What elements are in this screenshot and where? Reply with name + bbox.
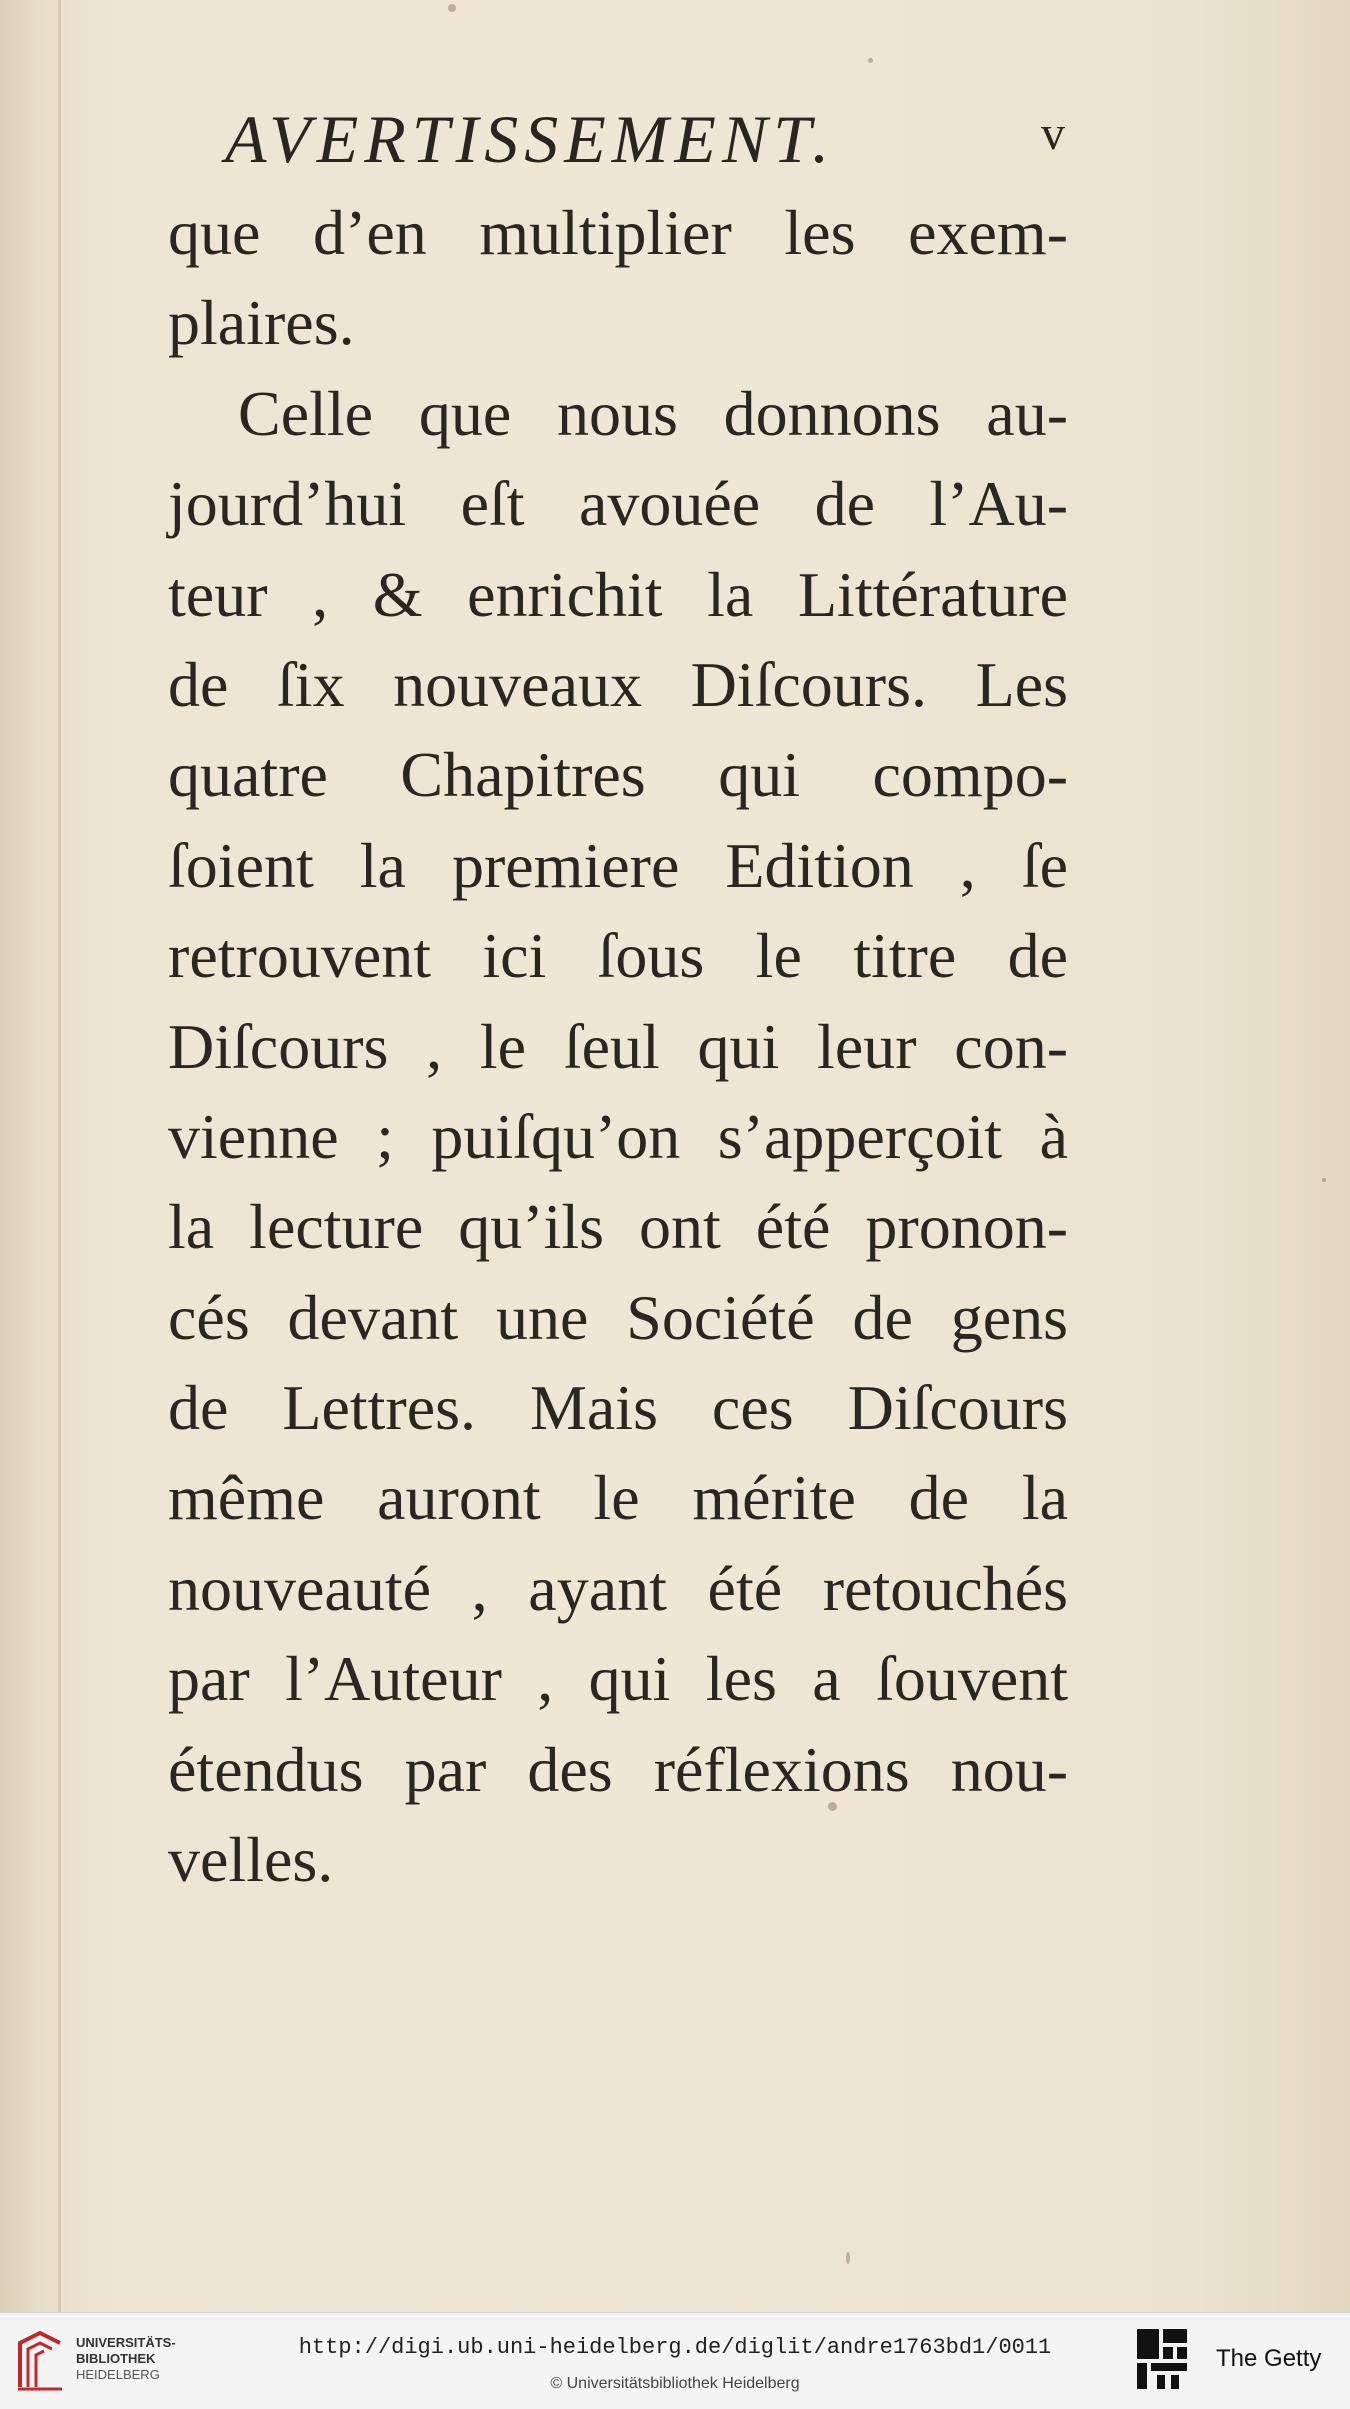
paper-speck — [868, 58, 873, 63]
text-line: Diſcours , le ſeul qui leur con- — [168, 1010, 1068, 1082]
text-line: de Lettres. Mais ces Diſcours — [168, 1372, 1068, 1444]
text-line: que d’en multiplier les exem- — [168, 197, 1068, 268]
getty-logo-icon — [1135, 2327, 1189, 2395]
folio: v — [1041, 107, 1065, 160]
text-line: plaires. — [168, 287, 355, 359]
page-header — [225, 100, 1065, 177]
text-line: étendus par des réflexions nou- — [168, 1733, 1068, 1805]
text-line: retrouvent ici ſous le titre de — [168, 920, 1068, 992]
body-text — [168, 188, 1068, 1905]
library-name-line: UNIVERSITÄTS- — [76, 2335, 176, 2350]
text-line: même auront le mérite de la — [168, 1462, 1068, 1534]
text-line: nouveauté , ayant été retouchés — [168, 1552, 1068, 1624]
text-line: ſoient la premiere Edition , ſe — [168, 829, 1068, 901]
text-line: de ſix nouveaux Diſcours. Les — [168, 648, 1068, 720]
getty-name: The Getty — [1216, 2345, 1322, 2372]
text-line: jourd’hui eſt avouée de l’Au- — [168, 468, 1068, 540]
text-line: velles. — [168, 1824, 334, 1896]
text-line: la lecture qu’ils ont été pronon- — [168, 1191, 1068, 1263]
paper-speck — [1322, 1178, 1326, 1182]
copyright-notice: © Universitätsbibliothek Heidelberg — [550, 2375, 800, 2392]
viewer-footer — [0, 2312, 1350, 2409]
paper-speck — [846, 2252, 850, 2264]
library-name-line: BIBLIOTHEK — [76, 2351, 156, 2366]
paper-speck — [828, 1802, 837, 1811]
text-line: Celle que nous donnons au- — [238, 377, 1068, 449]
running-title: AVERTISSEMENT. — [225, 101, 836, 177]
paper-speck — [448, 4, 456, 12]
text-line: quatre Chapitres qui compo- — [168, 739, 1068, 811]
text-line: vienne ; puiſqu’on s’apperçoit à — [168, 1100, 1068, 1172]
text-line: par l’Auteur , qui les a ſouvent — [168, 1643, 1068, 1715]
page-gutter — [58, 0, 61, 2312]
permalink-url[interactable]: http://digi.ub.uni-heidelberg.de/diglit/andre1763bd1/0011 — [298, 2335, 1052, 2360]
text-line: cés devant une Société de gens — [168, 1281, 1068, 1353]
library-name-line: HEIDELBERG — [76, 2367, 160, 2382]
text-line: teur , & enrichit la Littérature — [168, 558, 1068, 630]
